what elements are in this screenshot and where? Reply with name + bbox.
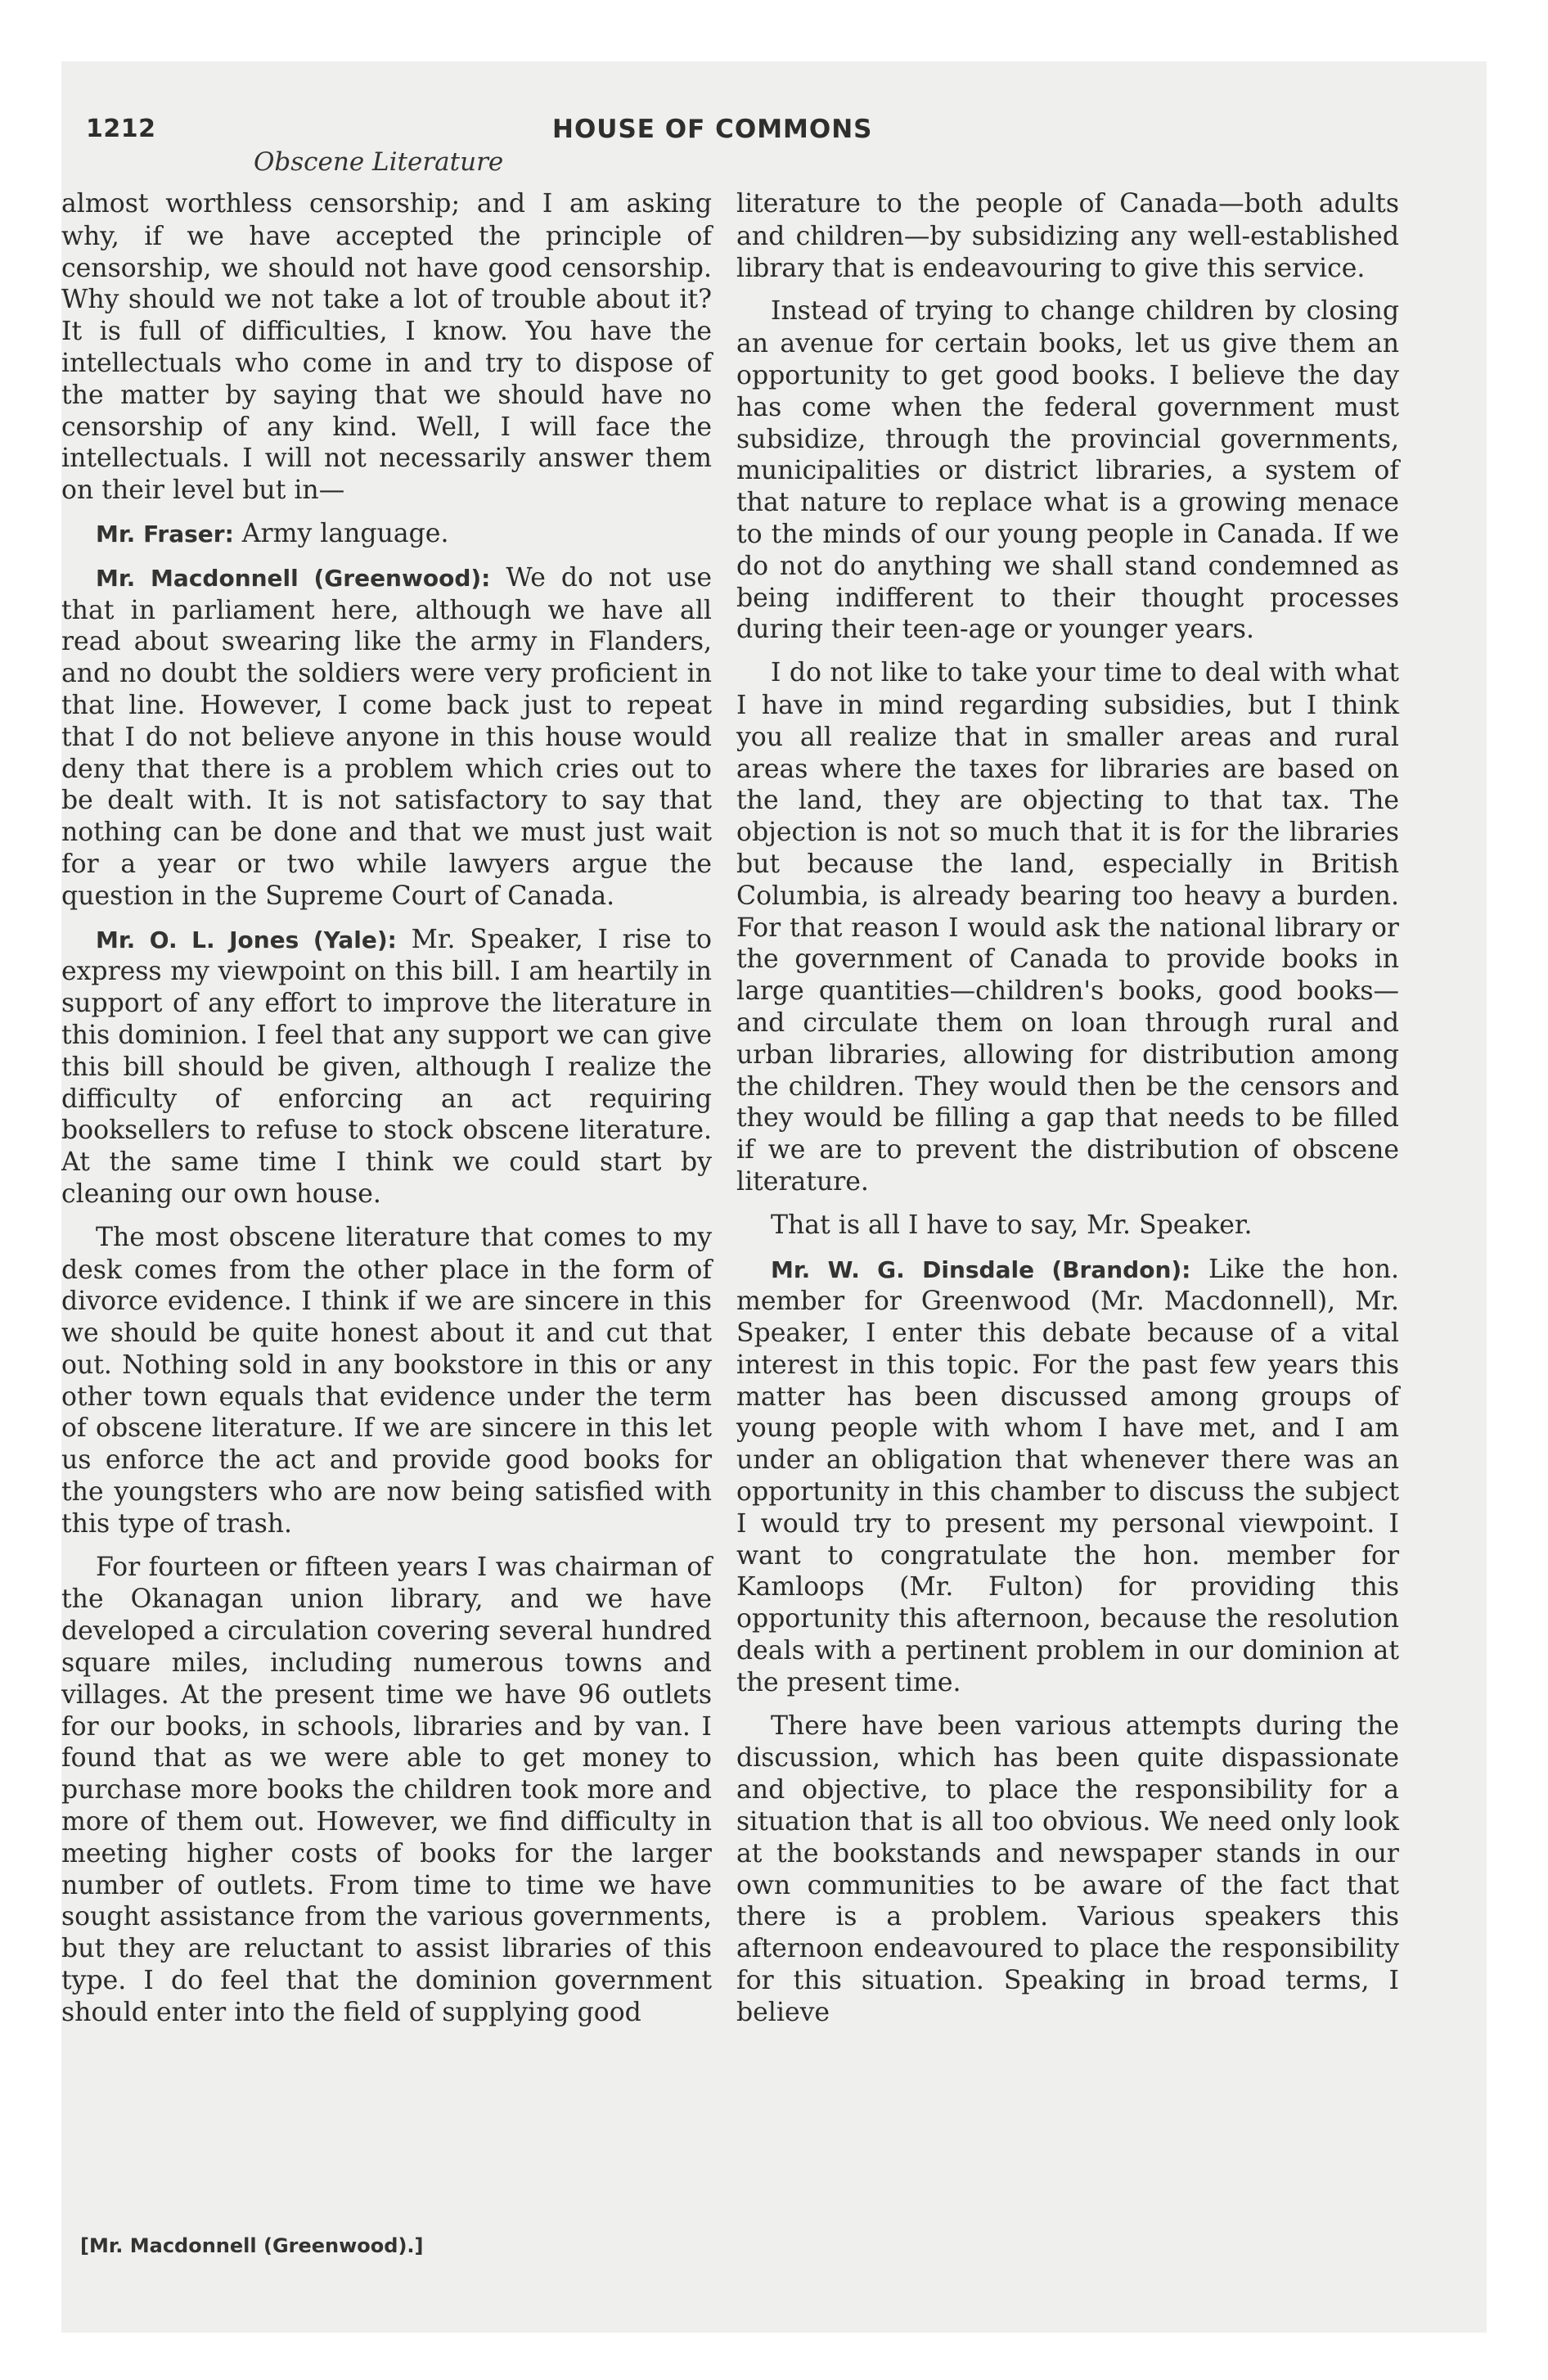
paragraph	[736, 188, 1399, 284]
speaker-name: Mr. Macdonnell (Greenwood):	[96, 564, 491, 592]
paragraph-text: Army language.	[241, 518, 449, 548]
paragraph	[61, 1222, 712, 1540]
paragraph-text: almost worthless censorship; and I am asking why, if we have accepted the principle of censorship, we should not have good censorship. Why should we not take a lot of trouble about it? It is full of difficulties, I know. You have the intellectuals who come in and try to dispose of the matter by saying that we should have no censorship of any kind. Well, I will face the intellectuals. I will not necessarily answer them on their level but in—	[61, 189, 712, 506]
page-title: HOUSE OF COMMONS	[552, 115, 873, 144]
page-number: 1212	[86, 115, 156, 143]
paragraph-text: For fourteen or fifteen years I was chairman of the Okanagan union library, and we have developed a circulation covering several hundred square miles, including numerous towns and villages. At the present time we have 96 outlets for our books, in schools, libraries and by van. I found that as we were able to get money to purchase more books the children took more and more of them out. However, we find difficulty in meeting higher costs of books for the larger number of outlets. From time to time we have sought assistance from the various governments, but they are reluctant to assist libraries of this type. I do feel that the dominion government should enter into the field of supplying good	[61, 1552, 712, 2027]
paragraph-text: Like the hon. member for Greenwood (Mr. Macdonnell), Mr. Speaker, I enter this debate because of a vital interest in this topic. For the past few years this matter has been discussed among groups of young people with whom I have met, and I am under an obligation that whenever there was an opportunity in this chamber to discuss the subject I would try to present my personal viewpoint. I want to congratulate the hon. member for Kamloops (Mr. Fulton) for providing this opportunity this afternoon, because the resolution deals with a pertinent problem in our dominion at the present time.	[736, 1254, 1400, 1697]
paragraph	[736, 1711, 1399, 2029]
paragraph	[736, 1254, 1399, 1699]
paragraph-text: literature to the people of Canada—both adults and children—by subsidizing any well-established library that is endeavouring to give this service.	[736, 189, 1399, 283]
paragraph-text: That is all I have to say, Mr. Speaker.	[771, 1210, 1253, 1240]
speaker-name: Mr. W. G. Dinsdale (Brandon):	[771, 1255, 1191, 1283]
speaker-name: Mr. O. L. Jones (Yale):	[96, 926, 397, 953]
speaker-name: Mr. Fraser:	[96, 520, 234, 548]
paragraph-text: The most obscene literature that comes to my desk comes from the other place in the form of divorce evidence. I think if we are sincere in this we should be quite honest about it and cut that out. Nothing sold in any bookstore in this or any other town equals that evidence under the term of obscene literature. If we are sincere in this let us enforce the act and provide good books for the youngsters who are now being satisfied with this type of trash.	[61, 1222, 712, 1539]
paragraph	[61, 924, 712, 1210]
paragraph-text: Mr. Speaker, I rise to express my viewpoint on this bill. I am heartily in support of any effort to improve the literature in this dominion. I feel that any support we can give this bill should be given, although I realize the difficulty of enforcing an act requiring booksellers to refuse to stock obscene literature. At the same time I think we could start by cleaning our own house.	[61, 924, 712, 1209]
paragraph	[736, 295, 1399, 646]
right-column	[736, 188, 1399, 2040]
left-column	[61, 188, 712, 2040]
paragraph-text: Instead of trying to change children by closing an avenue for certain books, let us give them an opportunity to get good books. I believe the day has come when the federal government must subsidize, through the provincial governments, municipalities or district libraries, a system of that nature to replace what is a growing menace to the minds of our young people in Canada. If we do not do anything we shall stand condemned as being indifferent to their thought processes during their teen-age or younger years.	[736, 296, 1399, 645]
paragraph	[736, 1210, 1399, 1242]
footer-attribution: [Mr. Macdonnell (Greenwood).]	[80, 2234, 424, 2257]
paragraph	[61, 518, 712, 551]
section-subtitle: Obscene Literature	[254, 147, 504, 177]
paragraph-text: There have been various attempts during the discussion, which has been quite dispassionate and objective, to place the responsibility for a situation that is all too obvious. We need only look at the bookstands and newspaper stands in our own communities to be aware of the fact that there is a problem. Various speakers this afternoon endeavoured to place the responsibility for this situation. Speaking in broad terms, I believe	[736, 1711, 1399, 2027]
paragraph	[61, 188, 712, 507]
paragraph	[736, 657, 1399, 1198]
paragraph	[61, 1552, 712, 2029]
paragraph	[61, 562, 712, 913]
paragraph-text: I do not like to take your time to deal with what I have in mind regarding subsidies, but I think you all realize that in smaller areas and rural areas where the taxes for libraries are based on the land, they are objecting to that tax. The objection is not so much that it is for the libraries but because the land, especially in British Columbia, is already bearing too heavy a burden. For that reason I would ask the national library or the government of Canada to provide books in large quantities—children's books, good books—and circulate them on loan through rural and urban libraries, allowing for distribution among the children. They would then be the censors and they would be filling a gap that needs to be filled if we are to prevent the distribution of obscene literature.	[736, 658, 1399, 1197]
paragraph-text: We do not use that in parliament here, although we have all read about swearing like the army in Flanders, and no doubt the soldiers were very proficient in that line. However, I come back just to repeat that I do not believe anyone in this house would deny that there is a problem which cries out to be dealt with. It is not satisfactory to say that nothing can be done and that we must just wait for a year or two while lawyers argue the question in the Supreme Court of Canada.	[61, 562, 712, 911]
